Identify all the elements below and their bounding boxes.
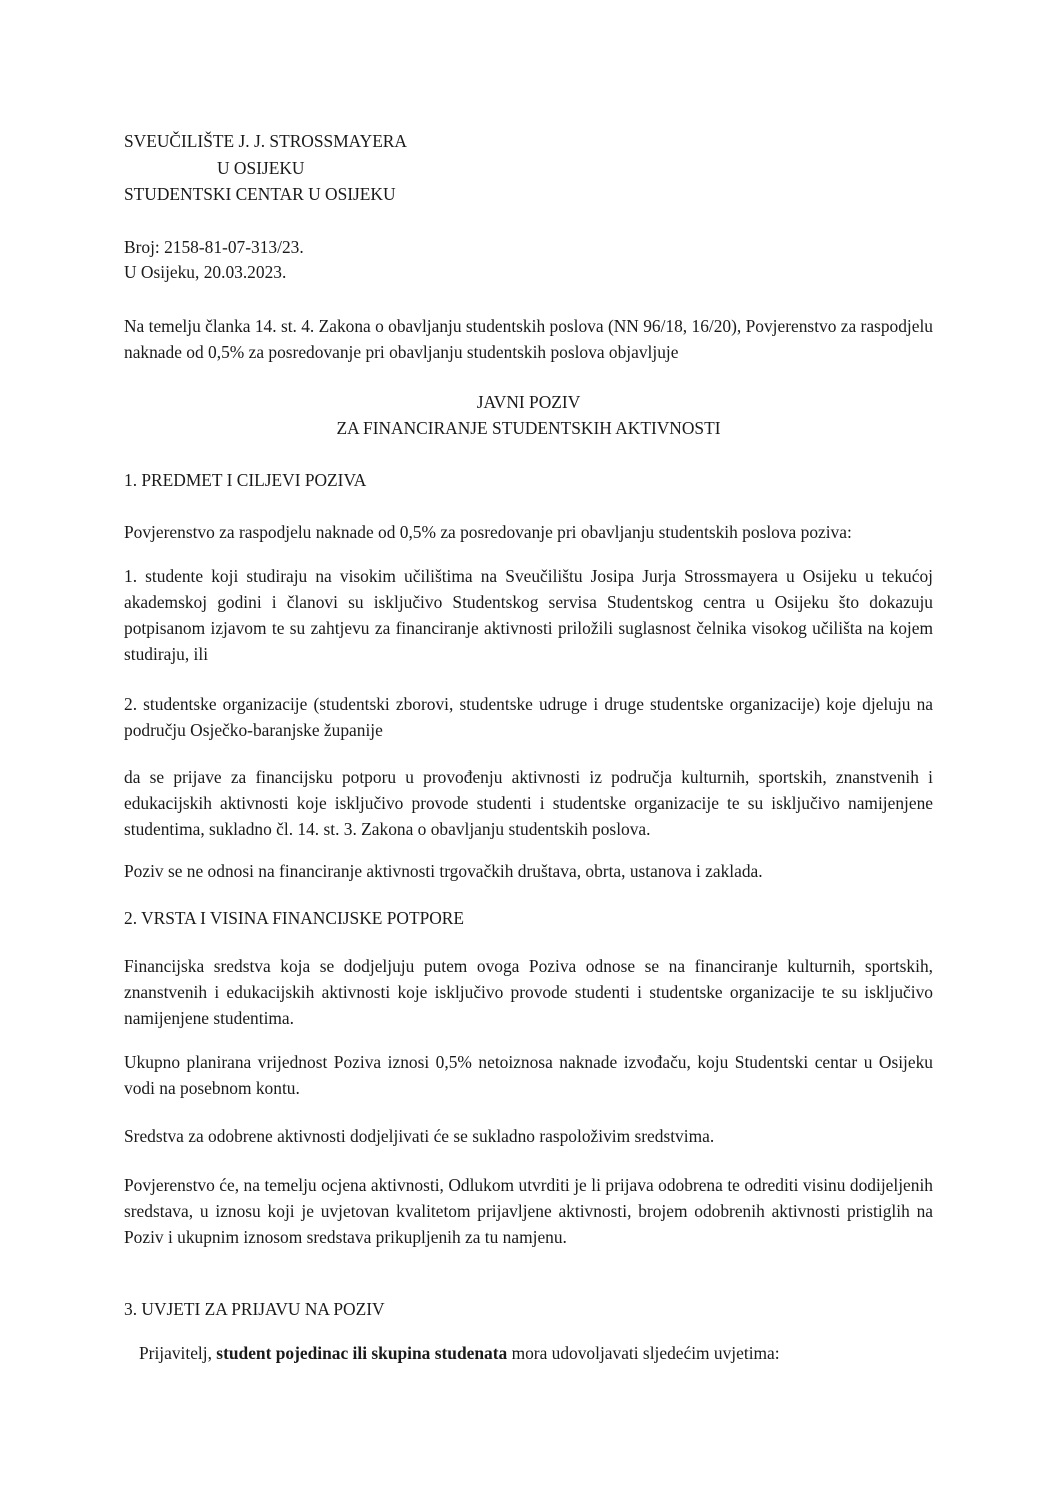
section-1-item-1: 1. studente koji studiraju na visokim učilištima na Sveučilištu Josipa Jurja Strossmayera u Osijeku u tekućoj akademskoj godini i članovi su isključivo Studentskog servisa Studentskog centra u Osijeku što dokazuju potpisanom izjavom te su zahtjevu za financiranje aktivnosti priložili suglasnost čelnika visokog učilišta na kojem studiraju, ili <box>124 566 933 664</box>
applicant-type: student pojedinac ili skupina studenata <box>216 1343 508 1363</box>
section-3-paragraph <box>139 1340 939 1366</box>
section-1-paragraph: da se prijave za financijsku potporu u provođenju aktivnosti iz područja kulturnih, sportskih, znanstvenih i edukacijskih aktivnosti koje isključivo provode studenti i studentske organizacije te su isključivo namijenjene studentima, sukladno čl. 14. st. 3. Zakona o obavljanju studentskih poslova. <box>124 767 933 839</box>
reference-number: Broj: 2158-81-07-313/23. <box>124 237 304 257</box>
section-2-paragraph: Povjerenstvo će, na temelju ocjena aktivnosti, Odlukom utvrditi je li prijava odobrena te odrediti visinu dodijeljenih sredstava, u iznosu koji je uvjetovan kvalitetom prijavljene aktivnosti, brojem odobrenih aktivnosti pristiglih na Poziv i ukupnim iznosom sredstava prikupljenih za tu namjenu. <box>124 1175 933 1247</box>
institution-line-2: U OSIJEKU <box>217 158 305 178</box>
section-3-heading: 3. UVJETI ZA PRIJAVU NA POZIV <box>124 1299 385 1319</box>
applicant-label: Prijavitelj, <box>139 1343 212 1363</box>
conditions-intro: mora udovoljavati sljedećim uvjetima: <box>511 1343 780 1363</box>
section-2-paragraph: Ukupno planirana vrijednost Poziva iznosi 0,5% netoiznosa naknade izvođaču, koju Studentski centar u Osijeku vodi na posebnom kontu. <box>124 1052 933 1098</box>
institution-line-3: STUDENTSKI CENTAR U OSIJEKU <box>124 184 396 204</box>
institution-line-1: SVEUČILIŠTE J. J. STROSSMAYERA <box>124 131 407 151</box>
section-2-heading: 2. VRSTA I VISINA FINANCIJSKE POTPORE <box>124 908 465 928</box>
section-2-paragraph: Financijska sredstva koja se dodjeljuju putem ovoga Poziva odnose se na financiranje kulturnih, sportskih, znanstvenih i edukacijskih aktivnosti koje isključivo provode studenti i studentske organizacije te su isključivo namijenjene studentima. <box>124 956 933 1028</box>
document-title: JAVNI POZIV <box>476 392 581 412</box>
document-subtitle: ZA FINANCIRANJE STUDENTSKIH AKTIVNOSTI <box>336 418 721 438</box>
intro-paragraph: Na temelju članka 14. st. 4. Zakona o obavljanju studentskih poslova (NN 96/18, 16/20), Povjerenstvo za raspodjelu naknade od 0,5% za posredovanje pri obavljanju studentskih poslova objavljuje <box>124 316 933 362</box>
place-date: U Osijeku, 20.03.2023. <box>124 262 287 282</box>
section-1-item-2: 2. studentske organizacije (studentski zborovi, studentske udruge i druge studentske organizacije) koje djeluju na području Osječko-baranjske županije <box>124 694 933 740</box>
section-2-paragraph: Sredstva za odobrene aktivnosti dodjeljivati će se sukladno raspoloživim sredstvima. <box>124 1126 715 1146</box>
section-1-paragraph: Povjerenstvo za raspodjelu naknade od 0,5% za posredovanje pri obavljanju studentskih poslova poziva: <box>124 522 852 542</box>
section-1-paragraph: Poziv se ne odnosi na financiranje aktivnosti trgovačkih društava, obrta, ustanova i zaklada. <box>124 861 763 881</box>
section-1-heading: 1. PREDMET I CILJEVI POZIVA <box>124 470 367 490</box>
